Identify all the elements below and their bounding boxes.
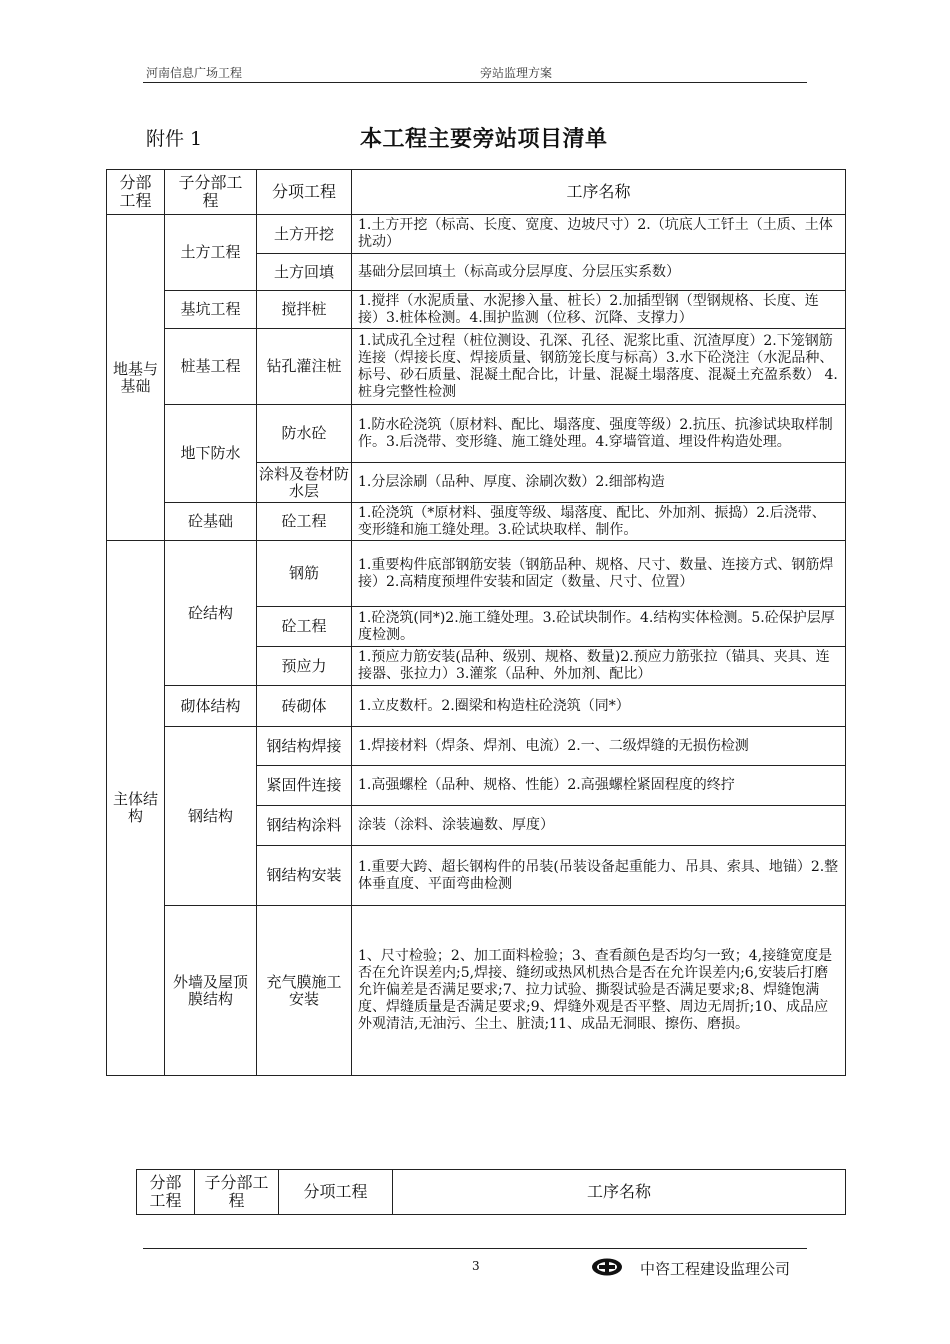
process-cell: 1.预应力筋安装(品种、级别、规格、数量)2.预应力筋张拉（锚具、夹具、连接器、张拉力）3.灌浆（品种、外加剂、配比） (352, 647, 846, 686)
header-division: 分部工程 (137, 1170, 195, 1215)
table-row (107, 291, 846, 329)
item-cell: 防水砼 (257, 405, 352, 463)
item-cell: 钻孔灌注桩 (257, 329, 352, 405)
process-cell: 1.试成孔全过程（桩位测设、孔深、孔径、泥浆比重、沉渣厚度）2.下笼钢筋连接（焊接长度、焊接质量、钢筋笼长度与标高）3.水下砼浇注（水泥品种、标号、砂石质量、混凝土配合比，计量、混凝土塌落度、混凝土充盈系数） 4.桩身完整性检测 (352, 329, 846, 405)
process-cell: 1.防水砼浇筑（原材料、配比、塌落度、强度等级）2.抗压、抗渗试块取样制作。3.后浇带、变形缝、施工缝处理。4.穿墙管道、埋设件构造处理。 (352, 405, 846, 463)
header-doc-title: 旁站监理方案 (480, 66, 553, 80)
item-cell: 土方开挖 (257, 215, 352, 254)
header-rule (143, 82, 807, 83)
item-cell: 钢筋 (257, 541, 352, 607)
item-cell: 砖砌体 (257, 686, 352, 727)
process-cell: 1.土方开挖（标高、长度、宽度、边坡尺寸）2.（坑底人工钎土（土质、土体扰动） (352, 215, 846, 254)
item-cell: 砼工程 (257, 503, 352, 541)
table-header-row (107, 170, 846, 215)
item-cell: 砼工程 (257, 607, 352, 647)
header-item: 分项工程 (257, 170, 352, 215)
table-row (107, 405, 846, 463)
table-row (107, 686, 846, 727)
subdivision-concrete-foundation: 砼基础 (165, 503, 257, 541)
table-row (107, 503, 846, 541)
header-project: 河南信息广场工程 (146, 66, 243, 80)
company-logo-icon (590, 1257, 624, 1277)
item-cell: 涂料及卷材防水层 (257, 463, 352, 503)
process-cell: 1.高强螺栓（品种、规格、性能）2.高强螺栓紧固程度的终拧 (352, 766, 846, 806)
process-cell: 1.砼浇筑(同*)2.施工缝处理。3.砼试块制作。4.结构实体检测。5.砼保护层厚度检测。 (352, 607, 846, 647)
item-cell: 搅拌桩 (257, 291, 352, 329)
subdivision-masonry: 砌体结构 (165, 686, 257, 727)
header-item: 分项工程 (279, 1170, 393, 1215)
table-row (107, 541, 846, 607)
process-cell: 涂装（涂料、涂装遍数、厚度） (352, 806, 846, 846)
item-cell: 紧固件连接 (257, 766, 352, 806)
inspection-items-table (106, 169, 846, 1076)
subdivision-pit: 基坑工程 (165, 291, 257, 329)
table-header-row (137, 1170, 846, 1215)
header-division: 分部工程 (107, 170, 165, 215)
header-process: 工序名称 (393, 1170, 846, 1215)
process-cell: 1.重要大跨、超长钢构件的吊装(吊装设备起重能力、吊具、索具、地锚）2.整体垂直度、平面弯曲检测 (352, 846, 846, 906)
subdivision-waterproof: 地下防水 (165, 405, 257, 503)
process-cell: 1.立皮数杆。2.圈梁和构造柱砼浇筑（同*） (352, 686, 846, 727)
subdivision-earthwork: 土方工程 (165, 215, 257, 291)
footer-rule (143, 1248, 807, 1249)
item-cell: 充气膜施工安装 (257, 906, 352, 1076)
table-row (107, 727, 846, 766)
process-cell: 1.分层涂刷（品种、厚度、涂刷次数）2.细部构造 (352, 463, 846, 503)
page-number: 3 (472, 1259, 480, 1273)
item-cell: 钢结构涂料 (257, 806, 352, 846)
process-cell: 基础分层回填土（标高或分层厚度、分层压实系数） (352, 254, 846, 291)
subdivision-membrane: 外墙及屋顶膜结构 (165, 906, 257, 1076)
header-subdivision: 子分部工程 (165, 170, 257, 215)
repeated-header-table (136, 1169, 846, 1215)
division-main-structure: 主体结构 (107, 541, 165, 1076)
item-cell: 预应力 (257, 647, 352, 686)
process-cell: 1.焊接材料（焊条、焊剂、电流）2.一、二级焊缝的无损伤检测 (352, 727, 846, 766)
subdivision-pile: 桩基工程 (165, 329, 257, 405)
item-cell: 钢结构安装 (257, 846, 352, 906)
process-cell: 1、尺寸检验；2、加工面料检验；3、查看颜色是否均匀一致；4,接缝宽度是否在允许误差内;5,焊接、缝纫或热风机热合是否在允许误差内;6,安装后打磨允许偏差是否满足要求;7、拉力试验、撕裂试验是否满足要求;8、焊缝饱满度、焊缝质量是否满足要求;9、焊缝外观是否平整、周边无周折;10、成品应外观清洁,无油污、尘土、脏渍;11、成品无洞眼、擦伤、磨损。 (352, 906, 846, 1076)
item-cell: 土方回填 (257, 254, 352, 291)
item-cell: 钢结构焊接 (257, 727, 352, 766)
subdivision-concrete-structure: 砼结构 (165, 541, 257, 686)
table-row (107, 329, 846, 405)
subdivision-steel: 钢结构 (165, 727, 257, 906)
table-row (107, 906, 846, 1076)
process-cell: 1.重要构件底部钢筋安装（钢筋品种、规格、尺寸、数量、连接方式、钢筋焊接）2.高精度预埋件安装和固定（数量、尺寸、位置） (352, 541, 846, 607)
header-process: 工序名称 (352, 170, 846, 215)
table-row (107, 215, 846, 254)
company-name: 中咨工程建设监理公司 (640, 1260, 791, 1278)
division-foundation: 地基与基础 (107, 215, 165, 541)
process-cell: 1.砼浇筑（*原材料、强度等级、塌落度、配比、外加剂、振捣）2.后浇带、变形缝和施工缝处理。3.砼试块取样、制作。 (352, 503, 846, 541)
process-cell: 1.搅拌（水泥质量、水泥掺入量、桩长）2.加插型钢（型钢规格、长度、连接）3.桩体检测。4.围护监测（位移、沉降、支撑力） (352, 291, 846, 329)
attachment-label: 附件 1 (146, 128, 203, 150)
page-title: 本工程主要旁站项目清单 (360, 126, 608, 152)
header-subdivision: 子分部工程 (195, 1170, 279, 1215)
